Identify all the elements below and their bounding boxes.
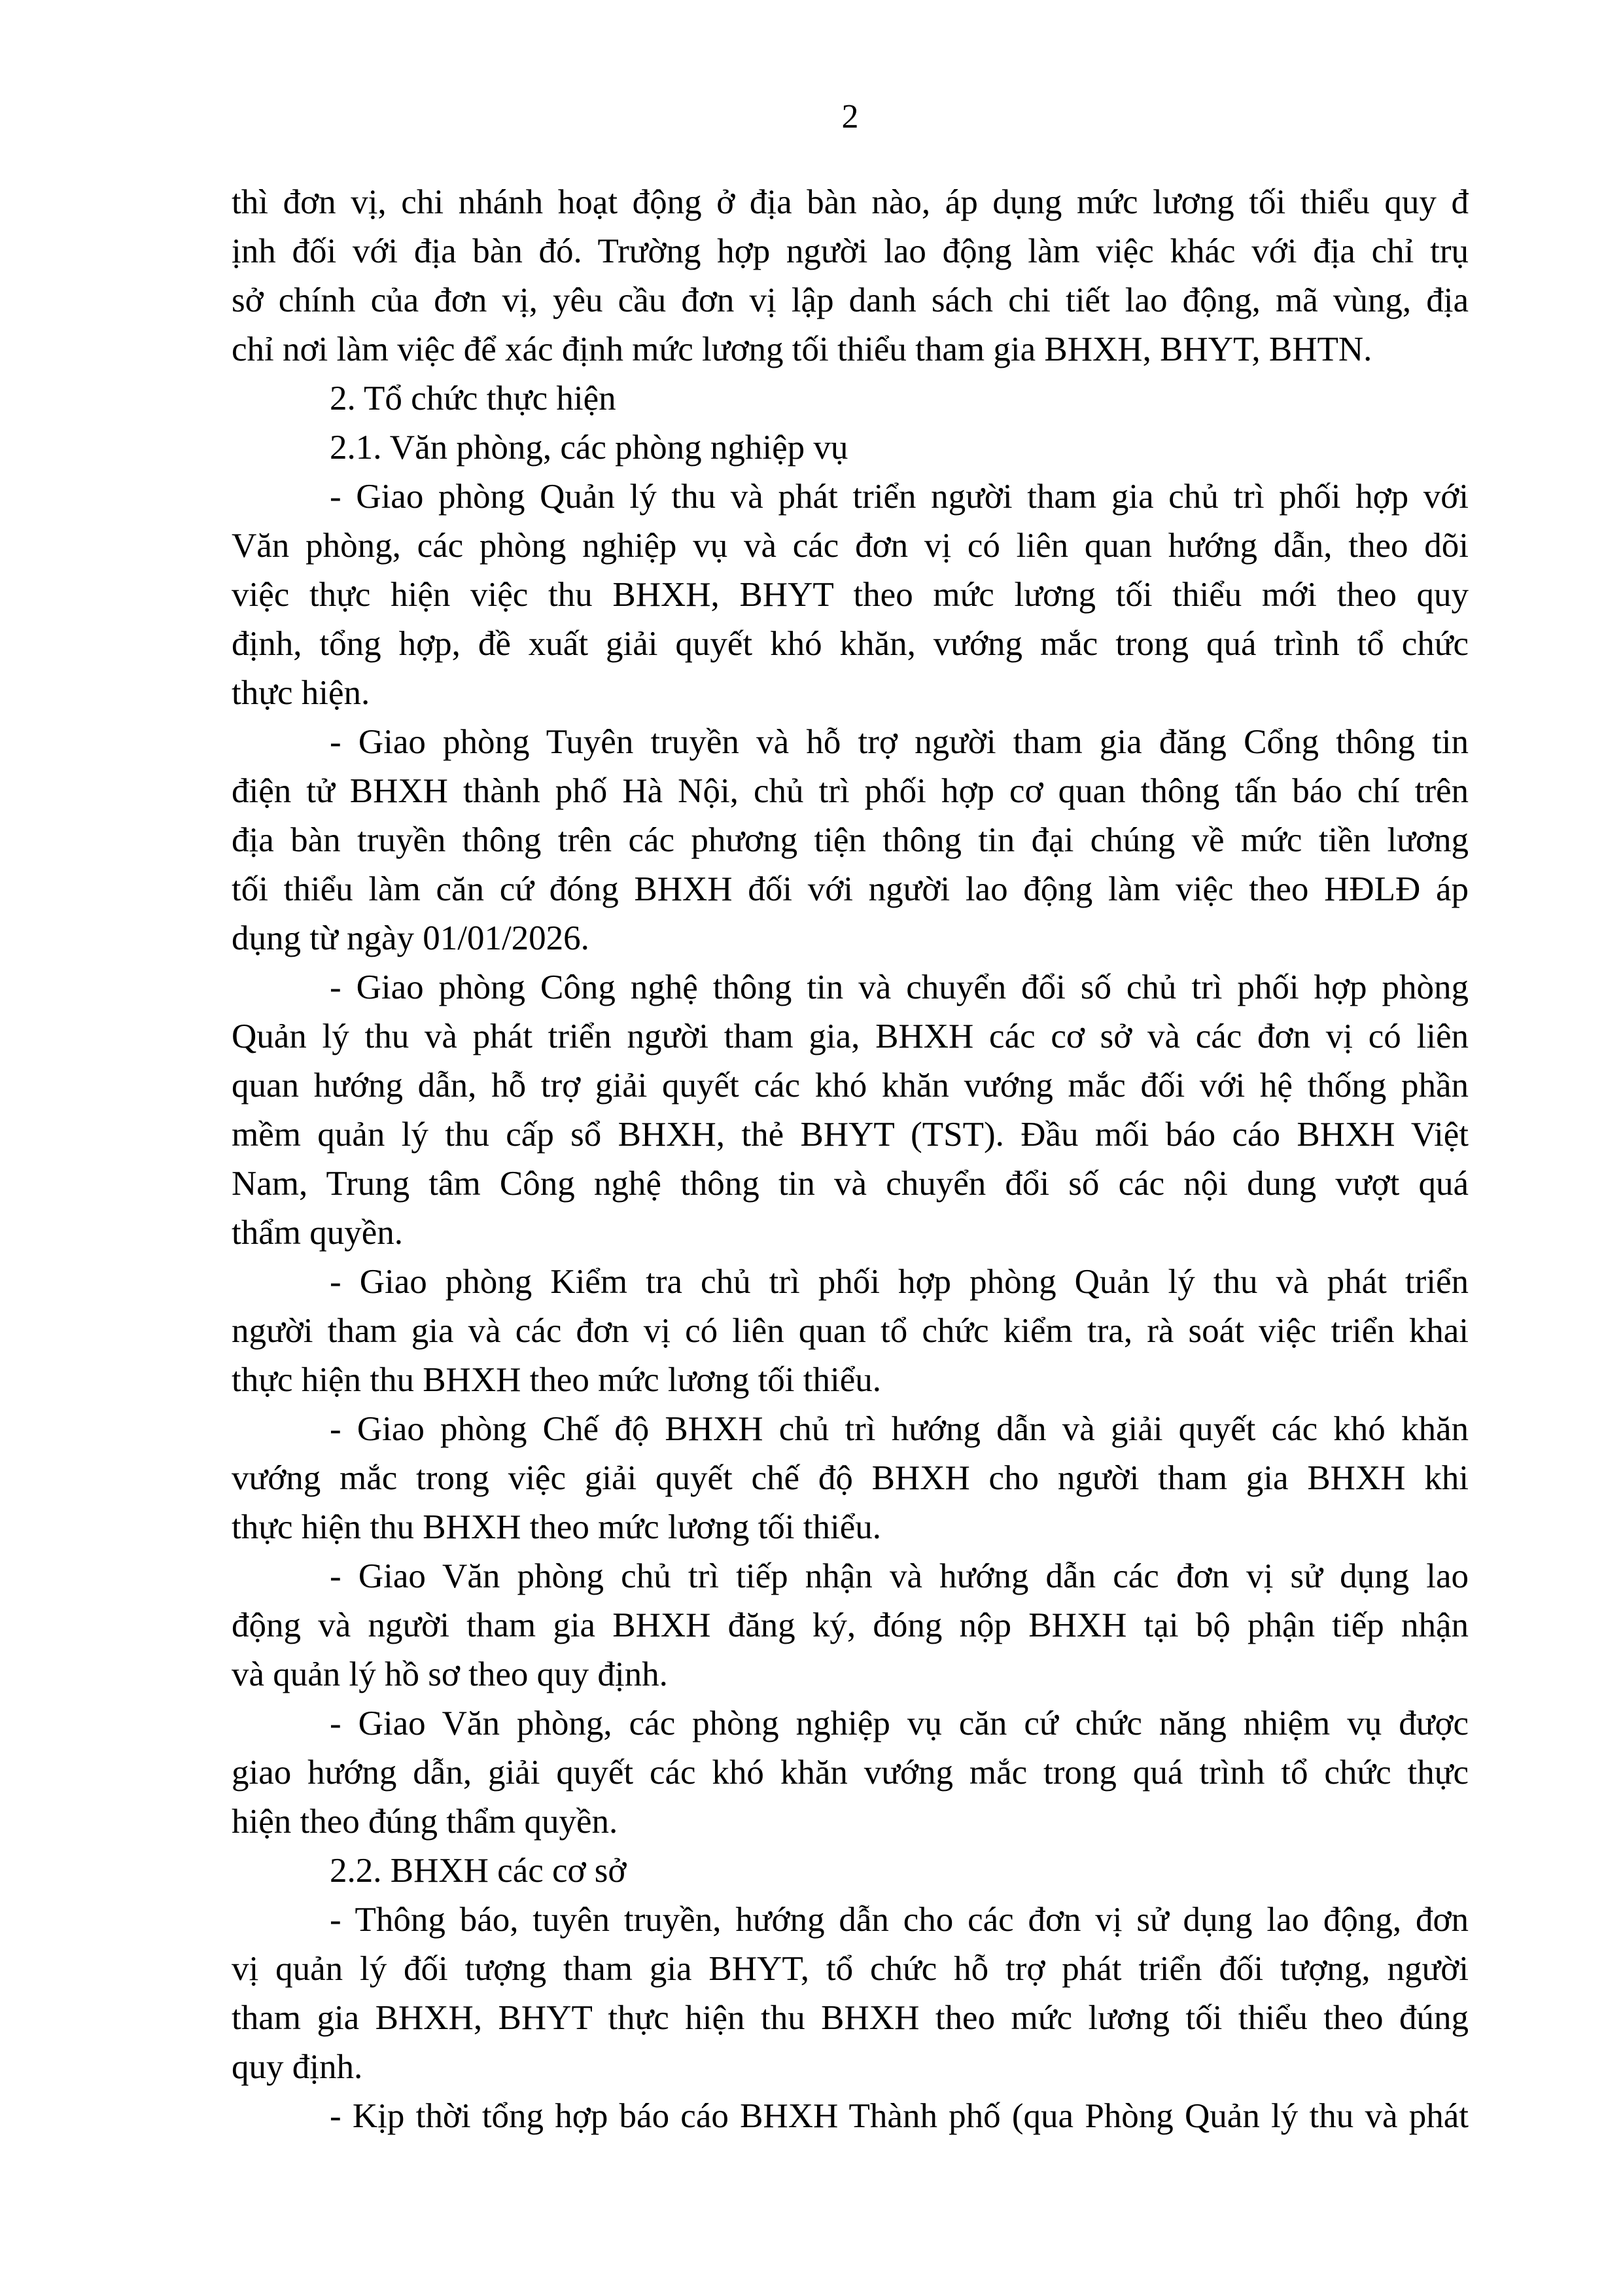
document-body (232, 178, 1469, 2141)
text-line: Nam, Trung tâm Công nghệ thông tin và chuyển đổi số các nội dung vượt quá (232, 1165, 1469, 1203)
text-line: - Giao phòng Kiểm tra chủ trì phối hợp phòng Quản lý thu và phát triển (330, 1263, 1469, 1301)
text-line: mềm quản lý thu cấp sổ BHXH, thẻ BHYT (TST). Đầu mối báo cáo BHXH Việt (232, 1116, 1469, 1154)
text-line: điện tử BHXH thành phố Hà Nội, chủ trì phối hợp cơ quan thông tấn báo chí trên (232, 772, 1469, 810)
text-line: - Giao phòng Tuyên truyền và hỗ trợ người tham gia đăng Cổng thông tin (330, 723, 1469, 761)
text-line: thẩm quyền. (232, 1214, 403, 1252)
text-line: tối thiểu làm căn cứ đóng BHXH đối với người lao động làm việc theo HĐLĐ áp (232, 870, 1469, 908)
text-line: vướng mắc trong việc giải quyết chế độ BHXH cho người tham gia BHXH khi (232, 1459, 1469, 1497)
text-line: định, tổng hợp, đề xuất giải quyết khó khăn, vướng mắc trong quá trình tổ chức (232, 625, 1469, 663)
text-line: 2.1. Văn phòng, các phòng nghiệp vụ (330, 429, 848, 467)
page-number: 2 (841, 98, 859, 135)
text-line: thực hiện. (232, 674, 370, 712)
text-line: việc thực hiện việc thu BHXH, BHYT theo mức lương tối thiểu mới theo quy (232, 576, 1469, 614)
text-line: - Giao phòng Công nghệ thông tin và chuyển đổi số chủ trì phối hợp phòng (330, 968, 1469, 1006)
text-line: - Giao Văn phòng chủ trì tiếp nhận và hướng dẫn các đơn vị sử dụng lao (330, 1557, 1469, 1595)
text-line: 2.2. BHXH các cơ sở (330, 1852, 627, 1890)
text-line: - Giao phòng Chế độ BHXH chủ trì hướng dẫn và giải quyết các khó khăn (330, 1410, 1469, 1448)
text-line: sở chính của đơn vị, yêu cầu đơn vị lập danh sách chi tiết lao động, mã vùng, địa (232, 281, 1469, 319)
text-line: - Thông báo, tuyên truyền, hướng dẫn cho các đơn vị sử dụng lao động, đơn (330, 1901, 1469, 1939)
text-line: vị quản lý đối tượng tham gia BHYT, tổ chức hỗ trợ phát triển đối tượng, người (232, 1950, 1469, 1988)
text-line: người tham gia và các đơn vị có liên quan tổ chức kiểm tra, rà soát việc triển khai (232, 1312, 1469, 1350)
text-line: quy định. (232, 2048, 363, 2086)
text-line: tham gia BHXH, BHYT thực hiện thu BHXH theo mức lương tối thiểu theo đúng (232, 1999, 1469, 2037)
text-line: Văn phòng, các phòng nghiệp vụ và các đơn vị có liên quan hướng dẫn, theo dõi (232, 527, 1469, 565)
text-line: giao hướng dẫn, giải quyết các khó khăn vướng mắc trong quá trình tổ chức thực (232, 1754, 1469, 1792)
text-line: thực hiện thu BHXH theo mức lương tối thiểu. (232, 1508, 881, 1546)
text-line: dụng từ ngày 01/01/2026. (232, 919, 589, 957)
text-line: và quản lý hồ sơ theo quy định. (232, 1655, 668, 1693)
text-line: quan hướng dẫn, hỗ trợ giải quyết các khó khăn vướng mắc đối với hệ thống phần (232, 1067, 1469, 1104)
text-line: hiện theo đúng thẩm quyền. (232, 1803, 618, 1841)
text-line: chỉ nơi làm việc để xác định mức lương tối thiểu tham gia BHXH, BHYT, BHTN. (232, 330, 1372, 368)
text-line: địa bàn truyền thông trên các phương tiện thông tin đại chúng về mức tiền lương (232, 821, 1469, 859)
text-line: - Giao Văn phòng, các phòng nghiệp vụ căn cứ chức năng nhiệm vụ được (330, 1704, 1469, 1742)
text-line: thực hiện thu BHXH theo mức lương tối thiểu. (232, 1361, 881, 1399)
text-line: - Giao phòng Quản lý thu và phát triển người tham gia chủ trì phối hợp với (330, 478, 1469, 516)
text-line: - Kịp thời tổng hợp báo cáo BHXH Thành phố (qua Phòng Quản lý thu và phát (330, 2097, 1469, 2135)
text-line: thì đơn vị, chi nhánh hoạt động ở địa bàn nào, áp dụng mức lương tối thiểu quy đ (232, 183, 1469, 221)
text-line: 2. Tổ chức thực hiện (330, 380, 616, 417)
text-line: ịnh đối với địa bàn đó. Trường hợp người lao động làm việc khác với địa chỉ trụ (232, 232, 1469, 270)
text-line: động và người tham gia BHXH đăng ký, đóng nộp BHXH tại bộ phận tiếp nhận (232, 1606, 1469, 1644)
text-line: Quản lý thu và phát triển người tham gia, BHXH các cơ sở và các đơn vị có liên (232, 1017, 1469, 1055)
